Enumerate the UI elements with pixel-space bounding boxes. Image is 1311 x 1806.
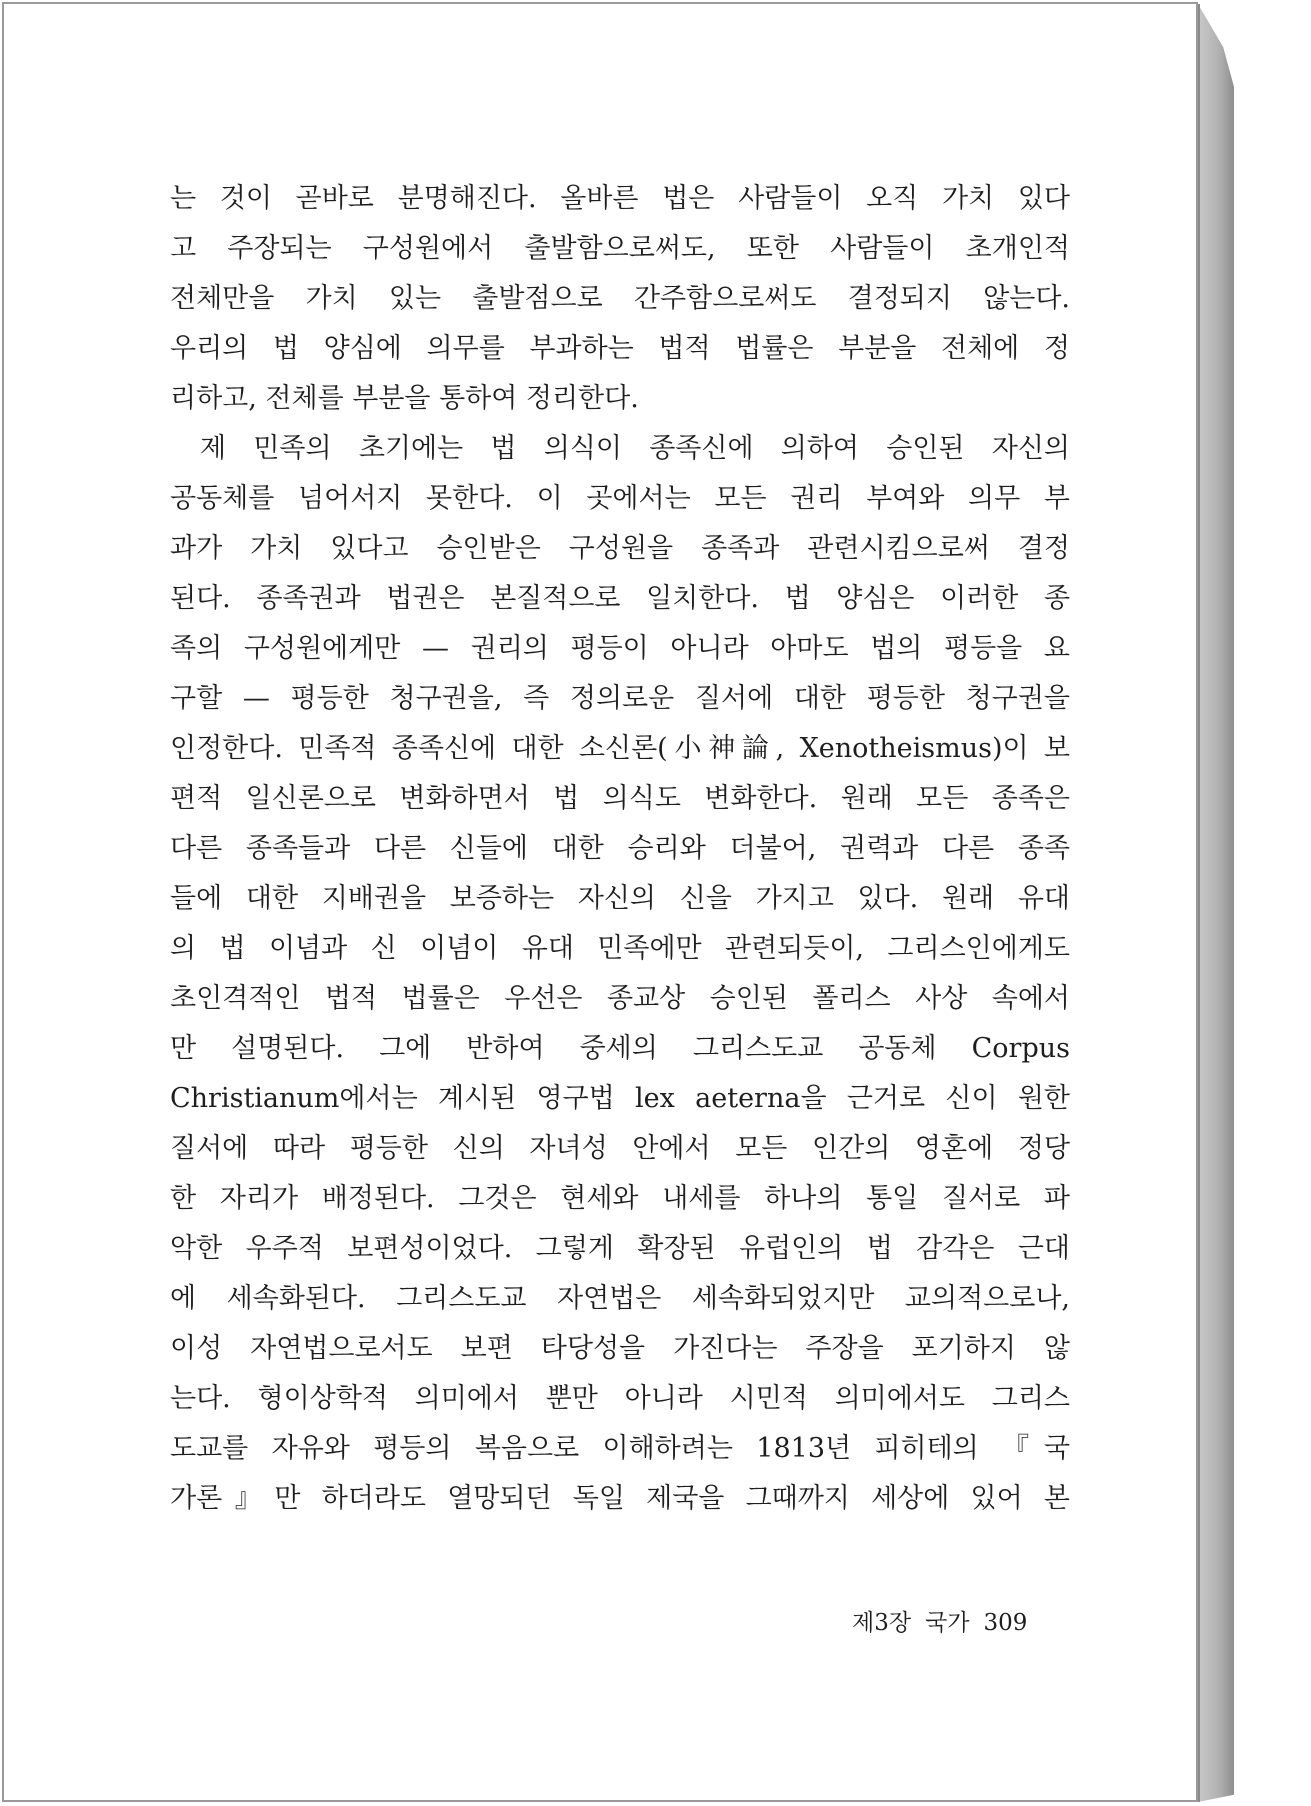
text-line: 고 주장되는 구성원에서 출발함으로써도, 또한 사람들이 초개인적 <box>170 233 1070 264</box>
text-line: 의 법 이념과 신 이념이 유대 민족에만 관련되듯이, 그리스인에게도 <box>170 933 1070 964</box>
text-line: 족의 구성원에게만 — 권리의 평등이 아니라 아마도 법의 평등을 요 <box>170 633 1070 664</box>
text-line: 도교를 자유와 평등의 복음으로 이해하려는 1813년 피히테의 『국 <box>170 1433 1070 1464</box>
page-footer <box>852 1604 1027 1637</box>
page-number: 309 <box>983 1610 1028 1636</box>
text-line: 공동체를 넘어서지 못한다. 이 곳에서는 모든 권리 부여와 의무 부 <box>170 483 1070 514</box>
text-line: 이성 자연법으로서도 보편 타당성을 가진다는 주장을 포기하지 않 <box>170 1333 1070 1364</box>
page-edge-shadow <box>1198 4 1234 1802</box>
text-line: 들에 대한 지배권을 보증하는 자신의 신을 가지고 있다. 원래 유대 <box>170 883 1070 914</box>
text-line: 초인격적인 법적 법률은 우선은 종교상 승인된 폴리스 사상 속에서 <box>170 983 1070 1014</box>
text-line: 구할 — 평등한 청구권을, 즉 정의로운 질서에 대한 평등한 청구권을 <box>170 683 1070 714</box>
text-line: 전체만을 가치 있는 출발점으로 간주함으로써도 결정되지 않는다. <box>170 283 1070 314</box>
text-line: 다른 종족들과 다른 신들에 대한 승리와 더불어, 권력과 다른 종족 <box>170 833 1070 864</box>
text-line: 편적 일신론으로 변화하면서 법 의식도 변화한다. 원래 모든 종족은 <box>170 783 1070 814</box>
text-line: 제 민족의 초기에는 법 의식이 종족신에 의하여 승인된 자신의 <box>200 433 1070 464</box>
page-edge-line <box>1198 4 1200 1802</box>
text-line: 는다. 형이상학적 의미에서 뿐만 아니라 시민적 의미에서도 그리스 <box>170 1383 1070 1414</box>
text-line: Christianum에서는 계시된 영구법 lex aeterna을 근거로 신이 원한 <box>170 1083 1070 1114</box>
chapter-label: 제3장 <box>852 1610 912 1636</box>
text-line: 된다. 종족권과 법권은 본질적으로 일치한다. 법 양심은 이러한 종 <box>170 583 1070 614</box>
body-text <box>170 174 1070 1524</box>
text-line: 한 자리가 배정된다. 그것은 현세와 내세를 하나의 통일 질서로 파 <box>170 1183 1070 1214</box>
text-line: 가론』만 하더라도 열망되던 독일 제국을 그때까지 세상에 있어 본 <box>170 1483 1070 1514</box>
text-line: 과가 가치 있다고 승인받은 구성원을 종족과 관련시킴으로써 결정 <box>170 533 1070 564</box>
text-line: 리하고, 전체를 부분을 통하여 정리한다. <box>170 383 639 414</box>
text-line: 질서에 따라 평등한 신의 자녀성 안에서 모든 인간의 영혼에 정당 <box>170 1133 1070 1164</box>
chapter-title: 국가 <box>925 1610 970 1636</box>
text-line: 인정한다. 민족적 종족신에 대한 소신론(小神論, Xenotheismus)이 보 <box>170 733 1070 764</box>
text-line: 에 세속화된다. 그리스도교 자연법은 세속화되었지만 교의적으로나, <box>170 1283 1070 1314</box>
text-line: 만 설명된다. 그에 반하여 중세의 그리스도교 공동체 Corpus <box>170 1033 1070 1064</box>
text-line: 우리의 법 양심에 의무를 부과하는 법적 법률은 부분을 전체에 정 <box>170 333 1070 364</box>
text-line: 는 것이 곧바로 분명해진다. 올바른 법은 사람들이 오직 가치 있다 <box>170 183 1070 214</box>
text-line: 악한 우주적 보편성이었다. 그렇게 확장된 유럽인의 법 감각은 근대 <box>170 1233 1070 1264</box>
